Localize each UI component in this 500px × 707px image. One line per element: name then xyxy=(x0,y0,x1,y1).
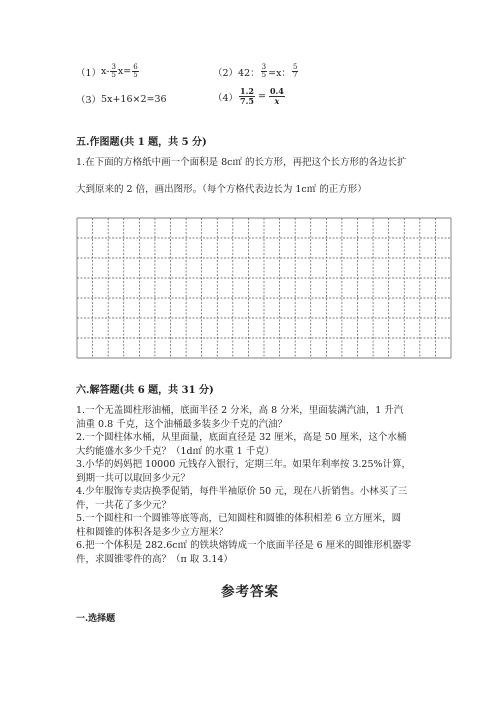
equation-text: =x： xyxy=(268,67,291,79)
equation-1 xyxy=(76,64,140,79)
equation-label: （1） xyxy=(76,67,102,79)
equation-text: 42： xyxy=(238,67,260,79)
equation-text: = xyxy=(257,91,266,102)
numerator: 3 xyxy=(261,63,267,71)
fraction xyxy=(292,64,298,79)
question-line: 到期一共可以取回多少元？ xyxy=(76,472,191,484)
denominator: 5 xyxy=(261,71,267,79)
fraction xyxy=(132,64,138,79)
denominator: x xyxy=(274,96,280,106)
equation-text: x= xyxy=(117,66,132,77)
equation-text: x- xyxy=(101,66,110,77)
numerator: 1.2 xyxy=(240,86,254,96)
question-line: 件，一共花了多少元？ xyxy=(76,499,172,511)
graph-paper-grid xyxy=(76,217,452,359)
fraction xyxy=(261,64,267,79)
question-line: 件，求圆锥零件的高？（π 取 3.14） xyxy=(76,553,233,565)
denominator: 7 xyxy=(292,71,298,79)
denominator: 5 xyxy=(111,71,116,79)
equation-3 xyxy=(76,92,167,106)
question-line: 3.小华的妈妈把 10000 元钱存入银行，定期三年。如果年利率按 3.25%计算， xyxy=(76,459,412,470)
question-line: 油重 0.8 千克，这个油桶最多装多少千克的汽油？ xyxy=(76,418,288,430)
denominator: 5 xyxy=(133,71,138,79)
question-line: 5.一个圆柱和一个圆锥等底等高，已知圆柱和圆锥的体积相差 6 立方厘米，圆 xyxy=(76,513,402,524)
fraction xyxy=(239,87,255,106)
equation-label: （2） xyxy=(213,67,239,79)
question-line: 6.把一个体积是 282.6c㎡ 的铁块熔铸成一个底面半径是 6 厘米的圆锥形机器零 xyxy=(76,540,412,551)
fraction xyxy=(269,87,285,106)
question-line: 1.一个无盖圆柱形油桶，底面半径 2 分米，高 8 分米，里面装满汽油，1 升汽 xyxy=(76,405,404,416)
numerator: 6 xyxy=(133,63,138,71)
question-line: 2.一个圆柱体水桶，从里面量，底面直径是 32 厘米，高是 50 厘米，这个水桶 xyxy=(76,432,407,443)
fraction xyxy=(110,64,116,79)
equation-text: 5x+16×2=36 xyxy=(101,93,167,105)
section-6-heading: 六.解答题(共 6 题，共 31 分) xyxy=(76,385,214,396)
answers-title: 参考答案 xyxy=(221,584,279,600)
equation-2 xyxy=(213,64,299,79)
answers-subheading: 一.选择题 xyxy=(76,614,116,624)
denominator: 7.5 xyxy=(240,96,254,106)
numerator: 0.4 xyxy=(269,86,284,96)
numerator: 5 xyxy=(292,63,298,71)
question-line: 大到原来的 2 倍，画出图形。（每个方格代表边长为 1c㎡ 的正方形） xyxy=(76,184,367,195)
equation-label: （4） xyxy=(213,92,239,104)
section-6-questions xyxy=(76,404,411,566)
section-5-heading: 五.作图题(共 1 题，共 5 分) xyxy=(76,137,207,148)
numerator: 3 xyxy=(111,63,116,71)
question-line: 大约能盛水多少千克？（1d㎡ 的水重 1 千克） xyxy=(76,445,275,457)
section-5-question xyxy=(76,155,406,197)
equation-4 xyxy=(213,87,286,106)
question-line: 1.在下面的方格纸中画一个面积是 8c㎡ 的长方形，再把这个长方形的各边长扩 xyxy=(76,157,407,168)
equation-label: （3） xyxy=(76,95,102,106)
question-line: 柱和圆锥的体积各是多少立方厘米？ xyxy=(76,526,229,538)
question-line: 4.少年服饰专卖店换季促销，每件半袖原价 50 元，现在八折销售。小林买了三 xyxy=(76,486,408,497)
